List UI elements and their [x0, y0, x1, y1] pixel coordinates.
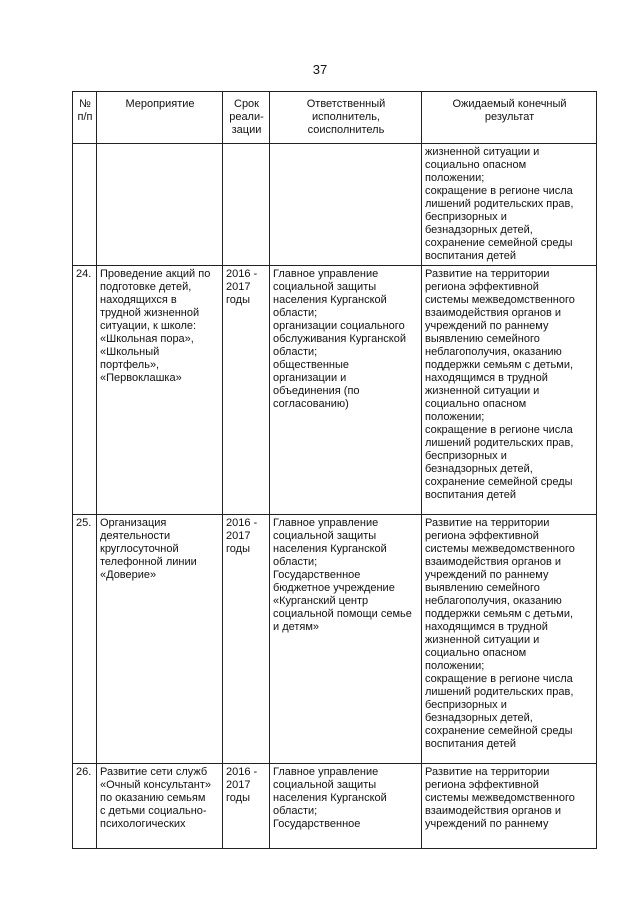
cell-responsible: Главное управление социальной защиты населения Курганской области; Государственное бюджетное учреждение «Курганский центр социальной помощи семье и детям»	[270, 515, 422, 764]
table-row	[73, 266, 597, 515]
header-event: Мероприятие	[97, 92, 223, 144]
cell-term: 2016 - 2017 годы	[223, 764, 270, 849]
cell-number: 26.	[73, 764, 97, 849]
cell-number: 24.	[73, 266, 97, 515]
cell-event: Организация деятельности круглосуточной телефонной линии «Доверие»	[97, 515, 223, 764]
table-row	[73, 515, 597, 764]
cell-result: Развитие на территории региона эффективной системы межведомственного взаимодействия органов и учреждений по раннему выявлению семейного неблагополучия, оказанию поддержки семьям с детьми, находящимся в трудной жизненной ситуации и социально опасном положении; сокращение в регионе числа лишений родительских прав, беспризорных и безнадзорных детей, сохранение семейной среды воспитания детей	[422, 266, 597, 515]
cell-result: Развитие на территории региона эффективной системы межведомственного взаимодействия органов и учреждений по раннему	[422, 764, 597, 849]
cell-term: 2016 - 2017 годы	[223, 266, 270, 515]
cell-responsible	[270, 144, 422, 266]
cell-event	[97, 144, 223, 266]
cell-responsible: Главное управление социальной защиты населения Курганской области; организации социального обслуживания Курганской области; общественные организации и объединения (по согласованию)	[270, 266, 422, 515]
cell-event: Развитие сети служб «Очный консультант» по оказанию семьям с детьми социально- психологических	[97, 764, 223, 849]
cell-result: Развитие на территории региона эффективной системы межведомственного взаимодействия органов и учреждений по раннему выявлению семейного неблагополучия, оказанию поддержки семьям с детьми, находящимся в трудной жизненной ситуации и социально опасном положении; сокращение в регионе числа лишений родительских прав, беспризорных и безнадзорных детей, сохранение семейной среды воспитания детей	[422, 515, 597, 764]
table-row	[73, 764, 597, 849]
table-row-continuation	[73, 144, 597, 266]
header-term: Срок реали- зации	[223, 92, 270, 144]
cell-number	[73, 144, 97, 266]
cell-term	[223, 144, 270, 266]
measures-table	[72, 91, 597, 849]
cell-term: 2016 - 2017 годы	[223, 515, 270, 764]
cell-event: Проведение акций по подготовке детей, находящихся в трудной жизненной ситуации, к школе: «Школьная пора», «Школьный портфель», «Первоклашка»	[97, 266, 223, 515]
cell-result: жизненной ситуации и социально опасном положении; сокращение в регионе числа лишений родительских прав, беспризорных и безнадзорных детей, сохранение семейной среды воспитания детей	[422, 144, 597, 266]
table-header-row	[73, 92, 597, 144]
header-result: Ожидаемый конечный результат	[422, 92, 597, 144]
cell-number: 25.	[73, 515, 97, 764]
header-number: № п/п	[73, 92, 97, 144]
header-responsible: Ответственный исполнитель, соисполнитель	[270, 92, 422, 144]
cell-responsible: Главное управление социальной защиты населения Курганской области; Государственное	[270, 764, 422, 849]
page-number: 37	[312, 62, 328, 77]
